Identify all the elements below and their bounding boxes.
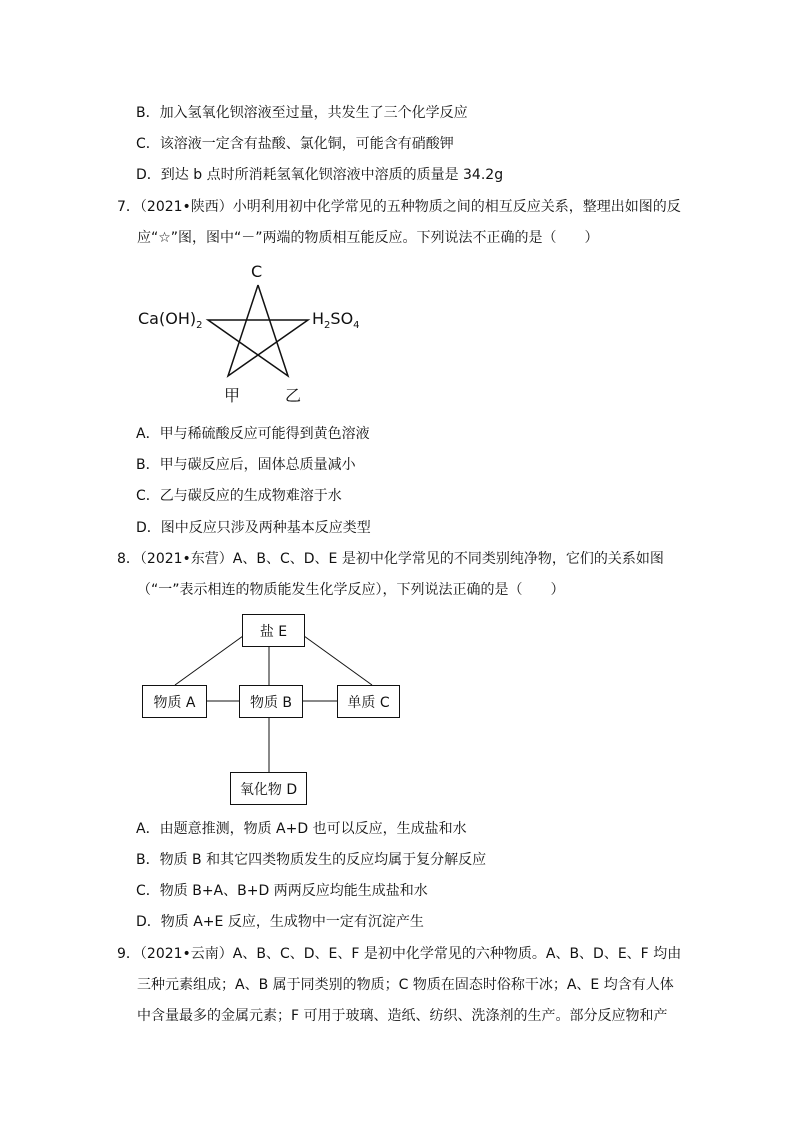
q9-stem-line3: 中含量最多的金属元素；F 可用于玻璃、造纸、纺织、洗涤剂的生产。部分反应物和产 <box>137 1008 668 1024</box>
q8-relation-diagram <box>140 612 410 808</box>
star-label-top: C <box>251 262 263 281</box>
star-label-bottom-left: 甲 <box>224 386 241 405</box>
q7-option-c: C．乙与碳反应的生成物难溶于水 <box>136 488 342 504</box>
q7-stem-line1: 7．（2021•陕西）小明利用初中化学常见的五种物质之间的相互反应关系，整理出如图的反 <box>117 199 681 215</box>
q7-star-diagram <box>130 258 390 408</box>
q9-stem-line2: 三种元素组成；A、B 属于同类别的物质；C 物质在固态时俗称干冰；A、E 均含有人体 <box>137 977 674 993</box>
q8-option-c: C．物质 B+A、B+D 两两反应均能生成盐和水 <box>136 883 428 899</box>
box-substance-a: 物质 A <box>142 685 207 718</box>
q9-stem-line1: 9．（2021•云南）A、B、C、D、E、F 是初中化学常见的六种物质。A、B、D、E、F 均由 <box>117 946 682 962</box>
star-label-bottom-right: 乙 <box>285 386 302 405</box>
q6-option-d: D．到达 b 点时所消耗氢氧化钡溶液中溶质的质量是 34.2g <box>136 167 504 183</box>
q8-stem-line1: 8．（2021•东营）A、B、C、D、E 是初中化学常见的不同类别纯净物，它们的关系如图 <box>117 551 664 567</box>
box-element-c: 单质 C <box>337 685 400 718</box>
star-label-left: $Ca(OH)_2$ <box>138 309 203 332</box>
q8-stem-line2: （“一”表示相连的物质能发生化学反应），下列说法正确的是（ ） <box>137 582 565 598</box>
q7-stem-line2: 应“☆”图，图中“－”两端的物质相互能反应。下列说法不正确的是（ ） <box>137 230 599 246</box>
q7-option-b: B．甲与碳反应后，固体总质量减小 <box>136 457 356 473</box>
q8-option-b: B．物质 B 和其它四类物质发生的反应均属于复分解反应 <box>136 852 487 868</box>
star-label-right: $H_2SO_4$ <box>312 309 360 332</box>
q6-option-c: C．该溶液一定含有盐酸、氯化铜，可能含有硝酸钾 <box>136 136 454 152</box>
q6-option-b: B．加入氢氧化钡溶液至过量，共发生了三个化学反应 <box>136 105 468 121</box>
box-oxide-d: 氧化物 D <box>230 772 307 805</box>
q7-option-a: A．甲与稀硫酸反应可能得到黄色溶液 <box>136 426 370 442</box>
q8-option-a: A．由题意推测，物质 A+D 也可以反应，生成盐和水 <box>136 821 467 837</box>
box-substance-b: 物质 B <box>239 685 303 718</box>
q8-option-d: D．物质 A+E 反应，生成物中一定有沉淀产生 <box>136 914 424 930</box>
q7-option-d: D．图中反应只涉及两种基本反应类型 <box>136 520 371 536</box>
box-salt-e: 盐 E <box>242 614 305 647</box>
